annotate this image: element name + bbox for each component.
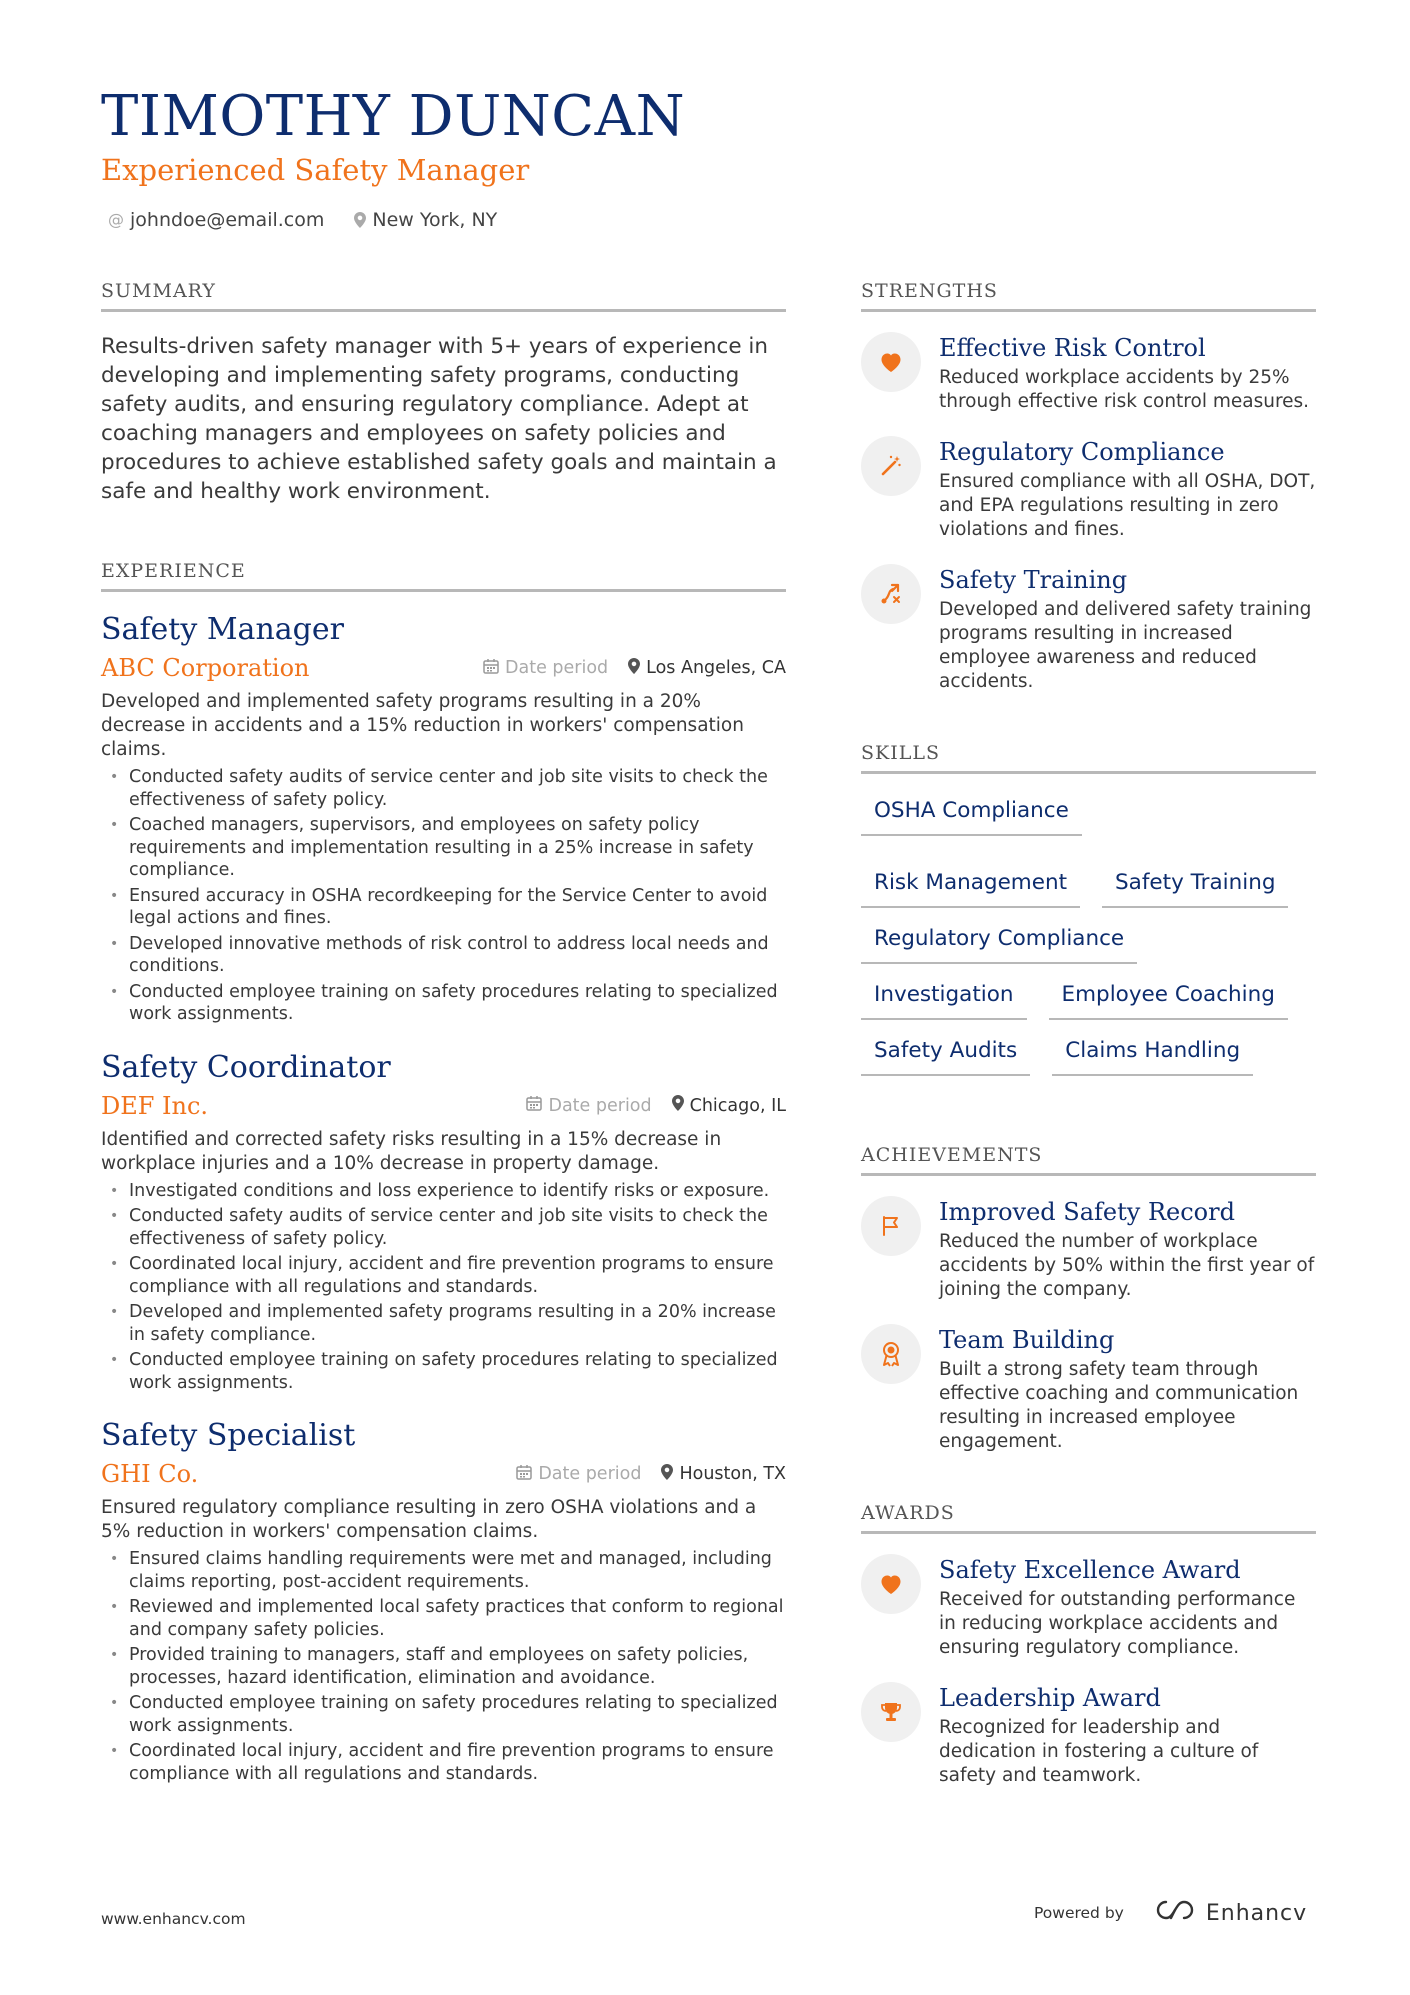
job-date-text: Date period	[538, 1464, 642, 1484]
flag-icon	[861, 1196, 921, 1256]
achievement-item	[861, 1196, 1316, 1302]
strength-desc: Reduced workplace accidents by 25% through effective risk control measures.	[939, 367, 1310, 412]
brand-name: Enhancv	[1205, 1900, 1308, 1926]
company-name: ABC Corporation	[101, 654, 310, 682]
summary-section	[101, 278, 786, 506]
job-date	[516, 1464, 641, 1485]
job-bullets	[101, 1548, 786, 1785]
right-column	[861, 278, 1316, 1788]
experience-section	[101, 558, 786, 1785]
experience-item	[101, 610, 786, 1026]
award-body	[939, 1554, 1316, 1660]
job-bullet: • Developed and implemented safety programs resulting in a 20% increase in safety compliance.	[101, 1301, 786, 1346]
achievement-desc: Reduced the number of workplace accidents by 50% within the first year of joining the company.	[939, 1231, 1315, 1300]
candidate-headline: Experienced Safety Manager	[101, 153, 530, 187]
map-pin-icon	[672, 1095, 684, 1116]
job-bullet: • Ensured claims handling requirements were met and managed, including claims reporting, post-accident requirements.	[101, 1548, 786, 1593]
job-bullet: • Conducted employee training on safety procedures relating to specialized work assignments.	[101, 1692, 786, 1737]
skills-heading: SKILLS	[861, 740, 1316, 774]
enhancv-logo-icon	[1152, 1898, 1198, 1928]
awards-section	[861, 1500, 1316, 1788]
job-bullet: • Ensured accuracy in OSHA recordkeeping for the Service Center to avoid legal actions and fines.	[101, 885, 786, 930]
achievements-section	[861, 1142, 1316, 1454]
location-text: New York, NY	[372, 209, 498, 231]
strength-item	[861, 332, 1316, 414]
skill-tag: Employee Coaching	[1049, 980, 1288, 1020]
job-description: Developed and implemented safety programs resulting in a 20% decrease in accidents and a 15% reduction in workers' compensation claims.	[101, 691, 744, 760]
award-item	[861, 1682, 1316, 1788]
award-body	[939, 1682, 1316, 1788]
strength-item	[861, 564, 1316, 694]
job-bullet: • Coached managers, supervisors, and employees on safety policy requirements and implementation resulting in a 25% increase in safety compliance.	[101, 814, 786, 882]
job-bullet: • Coordinated local injury, accident and fire prevention programs to ensure compliance with all regulations and standards.	[101, 1253, 786, 1298]
job-title: Safety Coordinator	[101, 1049, 391, 1085]
strength-body	[939, 564, 1316, 694]
job-bullets	[101, 1180, 786, 1395]
job-bullet: • Conducted employee training on safety procedures relating to specialized work assignments.	[101, 981, 786, 1026]
powered-by-label: Powered by	[1034, 1904, 1124, 1922]
job-meta-row	[101, 650, 786, 686]
skill-tag: Investigation	[861, 980, 1027, 1020]
strengths-heading: STRENGTHS	[861, 278, 1316, 312]
job-bullets	[101, 766, 786, 1026]
skills-list	[861, 796, 1316, 1076]
skill-tag: Safety Audits	[861, 1036, 1030, 1076]
map-pin-icon	[661, 1464, 673, 1485]
job-location-text: Chicago, IL	[689, 1095, 786, 1116]
job-description: Identified and corrected safety risks resulting in a 15% decrease in workplace injuries and a 10% decrease in property damage.	[101, 1128, 722, 1174]
achievement-title: Team Building	[939, 1326, 1115, 1354]
award-desc: Received for outstanding performance in reducing workplace accidents and ensuring regulatory compliance.	[939, 1589, 1296, 1658]
calendar-icon	[516, 1464, 532, 1485]
achievements-heading: ACHIEVEMENTS	[861, 1142, 1316, 1176]
skill-tag: OSHA Compliance	[861, 796, 1082, 836]
achievement-body	[939, 1324, 1316, 1454]
skill-tag: Risk Management	[861, 868, 1080, 908]
award-item	[861, 1554, 1316, 1660]
contact-info	[108, 206, 497, 234]
candidate-name: TIMOTHY DUNCAN	[101, 84, 686, 149]
job-meta	[516, 1464, 786, 1485]
strength-desc: Developed and delivered safety training programs resulting in increased employee awareness and reduced accidents.	[939, 599, 1312, 692]
award-ribbon-icon	[861, 1324, 921, 1384]
awards-heading: AWARDS	[861, 1500, 1316, 1534]
strength-title: Regulatory Compliance	[939, 438, 1225, 466]
strength-title: Safety Training	[939, 566, 1128, 594]
job-location	[661, 1464, 786, 1485]
job-bullet: • Coordinated local injury, accident and fire prevention programs to ensure compliance with all regulations and standards.	[101, 1740, 786, 1785]
email-text: johndoe@email.com	[130, 209, 325, 231]
job-location	[628, 658, 786, 679]
footer-website[interactable]: www.enhancv.com	[101, 1910, 246, 1928]
job-location-text: Los Angeles, CA	[646, 658, 786, 678]
experience-item	[101, 1416, 786, 1785]
strengths-section	[861, 278, 1316, 694]
job-bullet: • Provided training to managers, staff and employees on safety policies, processes, hazard identification, elimination and avoidance.	[101, 1644, 786, 1689]
job-date-text: Date period	[505, 658, 609, 678]
skill-tag: Safety Training	[1102, 868, 1288, 908]
job-location-text: Houston, TX	[679, 1464, 786, 1484]
job-meta-row	[101, 1088, 786, 1124]
achievement-item	[861, 1324, 1316, 1454]
strength-body	[939, 436, 1316, 542]
award-title: Safety Excellence Award	[939, 1556, 1241, 1584]
contact-location	[354, 206, 497, 234]
job-bullet: • Conducted safety audits of service center and job site visits to check the effectiveness of safety policy.	[101, 1205, 786, 1250]
award-desc: Recognized for leadership and dedication in fostering a culture of safety and teamwork.	[939, 1717, 1259, 1786]
route-icon	[861, 564, 921, 624]
heart-icon	[861, 332, 921, 392]
strength-item	[861, 436, 1316, 542]
calendar-icon	[483, 658, 499, 679]
job-meta-row	[101, 1456, 786, 1492]
contact-email[interactable]	[108, 206, 324, 234]
at-sign-icon: @	[108, 210, 124, 229]
job-bullet: • Conducted employee training on safety procedures relating to specialized work assignments.	[101, 1349, 786, 1394]
job-bullet: • Developed innovative methods of risk control to address local needs and conditions.	[101, 933, 786, 978]
map-pin-icon	[354, 212, 366, 228]
experience-heading: EXPERIENCE	[101, 558, 786, 592]
skill-tag: Claims Handling	[1052, 1036, 1253, 1076]
job-title: Safety Specialist	[101, 1418, 356, 1453]
job-meta	[483, 658, 786, 679]
magic-wand-icon	[861, 436, 921, 496]
job-date-text: Date period	[548, 1095, 652, 1116]
job-location	[672, 1095, 786, 1116]
trophy-icon	[861, 1682, 921, 1742]
experience-item	[101, 1048, 786, 1395]
left-column	[101, 278, 786, 1788]
job-date	[483, 658, 608, 679]
brand-logo[interactable]	[1152, 1898, 1307, 1928]
job-date	[526, 1095, 651, 1116]
award-title: Leadership Award	[939, 1684, 1161, 1712]
job-bullet: • Conducted safety audits of service center and job site visits to check the effectiveness of safety policy.	[101, 766, 786, 811]
job-bullet: • Reviewed and implemented local safety practices that conform to regional and company safety policies.	[101, 1596, 786, 1641]
summary-text: Results-driven safety manager with 5+ years of experience in developing and implementing safety programs, conducting safety audits, and ensuring regulatory compliance. Adept at coaching managers and employees on safety policies and procedures to achieve established safety goals and maintain a safe and healthy work environment.	[101, 334, 777, 504]
footer-branding	[1034, 1898, 1307, 1928]
company-name: DEF Inc.	[101, 1091, 209, 1120]
company-name: GHI Co.	[101, 1460, 199, 1488]
skills-section	[861, 740, 1316, 1076]
achievement-title: Improved Safety Record	[939, 1198, 1235, 1226]
map-pin-icon	[628, 658, 640, 679]
summary-heading: SUMMARY	[101, 278, 786, 312]
heart-icon	[861, 1554, 921, 1614]
job-meta	[526, 1095, 786, 1116]
job-title: Safety Manager	[101, 612, 344, 647]
strength-body	[939, 332, 1316, 414]
skill-tag: Regulatory Compliance	[861, 924, 1137, 964]
strength-title: Effective Risk Control	[939, 334, 1206, 362]
job-bullet: • Investigated conditions and loss experience to identify risks or exposure.	[101, 1180, 786, 1203]
job-description: Ensured regulatory compliance resulting in zero OSHA violations and a 5% reduction in workers' compensation claims.	[101, 1497, 757, 1542]
achievement-body	[939, 1196, 1316, 1302]
achievement-desc: Built a strong safety team through effective coaching and communication resulting in increased employee engagement.	[939, 1359, 1299, 1452]
strength-desc: Ensured compliance with all OSHA, DOT, and EPA regulations resulting in zero violations and fines.	[939, 471, 1316, 540]
calendar-icon	[526, 1095, 542, 1116]
